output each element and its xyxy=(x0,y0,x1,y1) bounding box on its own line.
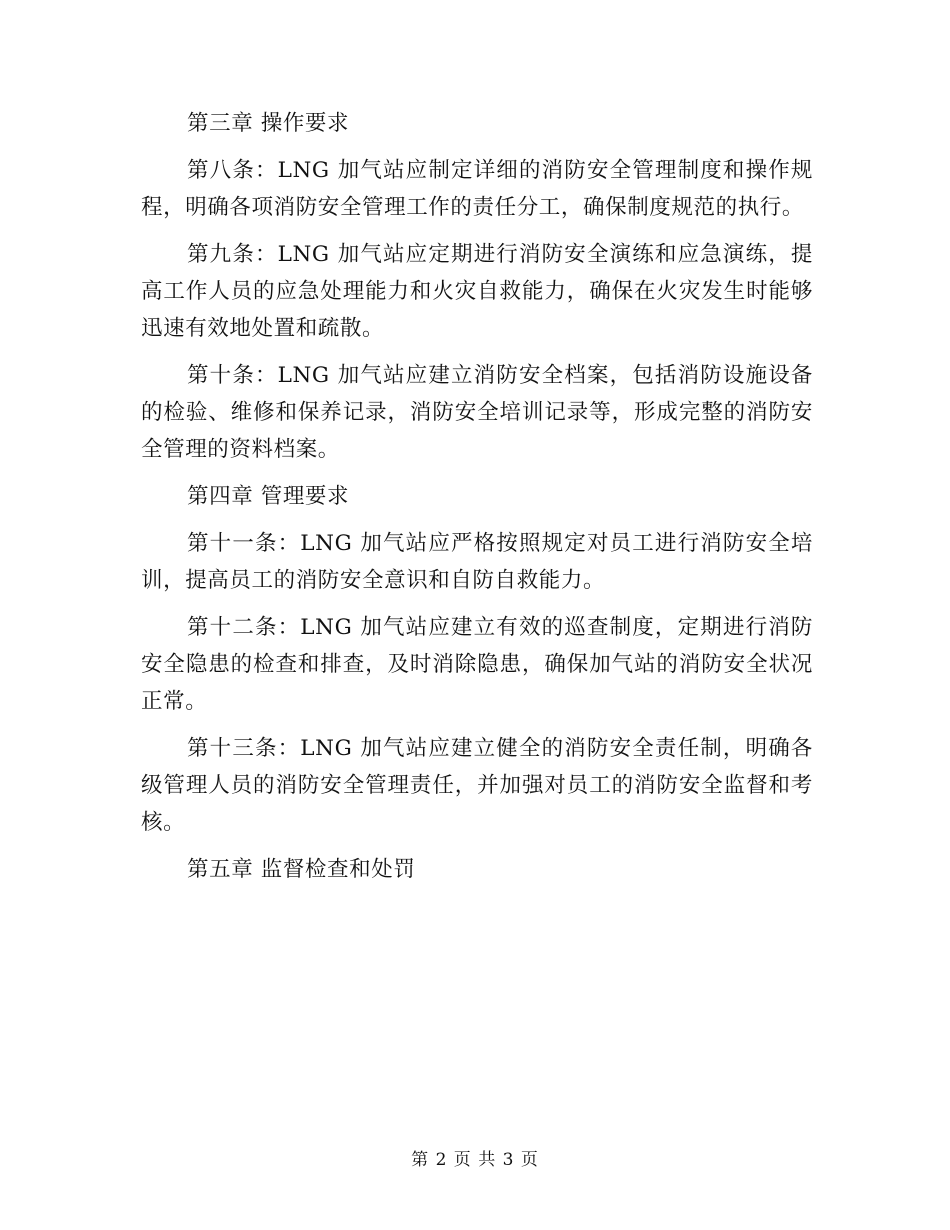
article-10: 第十条：LNG 加气站应建立消防安全档案，包括消防设施设备的检验、维修和保养记录，消防安全培训记录等，形成完整的消防安全管理的资料档案。 xyxy=(141,363,813,462)
article-12: 第十二条：LNG 加气站应建立有效的巡查制度，定期进行消防安全隐患的检查和排查，及时消除隐患，确保加气站的消防安全状况正常。 xyxy=(141,615,813,714)
article-8: 第八条：LNG 加气站应制定详细的消防安全管理制度和操作规程，明确各项消防安全管理工作的责任分工，确保制度规范的执行。 xyxy=(141,158,813,220)
article-13: 第十三条：LNG 加气站应建立健全的消防安全责任制，明确各级管理人员的消防安全管理责任，并加强对员工的消防安全监督和考核。 xyxy=(141,736,813,835)
article-11: 第十一条：LNG 加气站应严格按照规定对员工进行消防安全培训，提高员工的消防安全意识和自防自救能力。 xyxy=(141,531,813,593)
chapter-heading-3: 第三章 操作要求 xyxy=(187,111,350,136)
page-number-footer: 第 2 页 共 3 页 xyxy=(411,1150,539,1170)
chapter-heading-4: 第四章 管理要求 xyxy=(187,484,350,509)
article-9: 第九条：LNG 加气站应定期进行消防安全演练和应急演练，提高工作人员的应急处理能力和火灾自救能力，确保在火灾发生时能够迅速有效地处置和疏散。 xyxy=(141,242,813,341)
document-body xyxy=(141,105,813,898)
chapter-heading-5: 第五章 监督检查和处罚 xyxy=(187,857,416,882)
